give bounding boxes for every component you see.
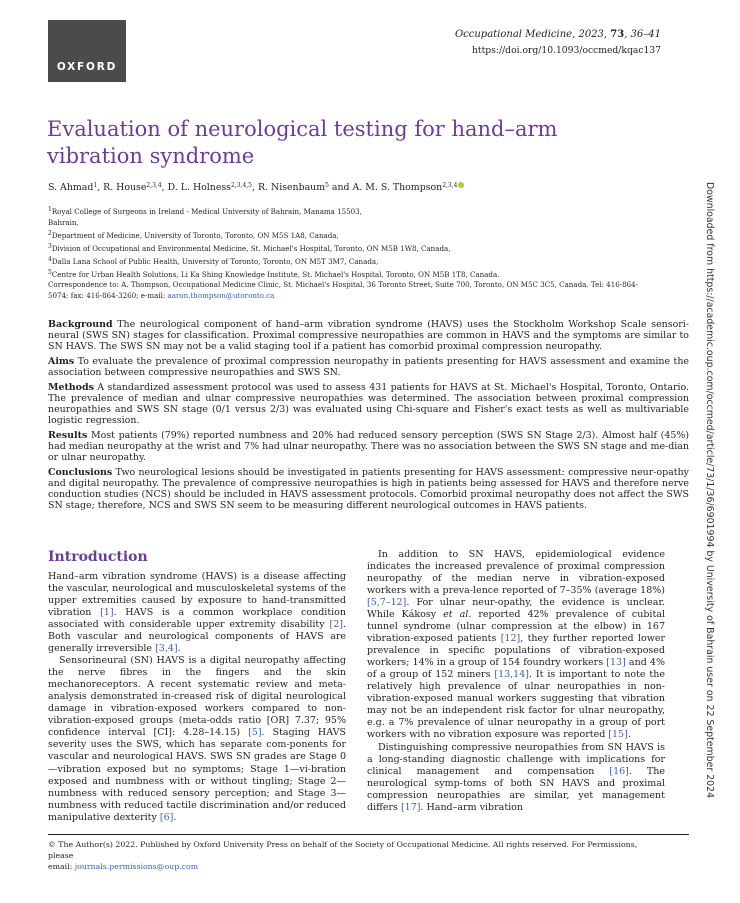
- journal-pages: 36–41: [630, 29, 661, 40]
- citation-link[interactable]: [13]: [606, 657, 626, 669]
- download-note: Downloaded from https://academic.oup.com/occmed/article/73/1/36/6901994 by University of Bahrain user on 22 September 2024: [704, 182, 715, 799]
- body-paragraph: Distinguishing compressive neuropathies from SN HAVS is a long-standing diagnostic challenge with implications for clinical management and compensation [16]. The neurological symp-toms of both SN HAVS and proximal compression neuropathies are similar, yet management differs [17]. Hand–arm vibration: [367, 741, 665, 813]
- author-name: R. Nisenbaum: [257, 182, 326, 193]
- author-affiliation-marker: 2,3,4,5: [231, 182, 252, 189]
- author-affiliation-marker: 1: [93, 182, 98, 189]
- abstract-aims: Aims To evaluate the prevalence of proximal compression neuropathy in patients presenting for HAVS assessment and examine the association between compressive neuropathies and SWS SN.: [48, 355, 689, 378]
- affiliation-line: Bahrain,: [48, 217, 79, 227]
- citation-link[interactable]: [6]: [159, 811, 174, 823]
- affiliation-line: $^5$Centre for Urban Health Solutions, Li Ka Shing Knowledge Institute, St. Michael's Hospital, Toronto, ON M5B 1T8, Canada.: [48, 268, 500, 279]
- journal-name: Occupational Medicine: [454, 29, 573, 40]
- citation-link[interactable]: [17]: [400, 801, 421, 813]
- article-title: Evaluation of neurological testing for hand–arm vibration syndrome: [47, 117, 558, 168]
- citation-link[interactable]: [16]: [609, 765, 629, 777]
- permissions-email-link[interactable]: journals.permissions@oup.com: [74, 862, 199, 871]
- author-affiliation-marker: 2,3,4: [146, 182, 162, 189]
- author-name: A. M. S. Thompson: [352, 182, 443, 193]
- oxford-logo: [48, 20, 126, 82]
- citation-link[interactable]: [12]: [500, 633, 521, 645]
- citation-link[interactable]: [13,14]: [494, 669, 529, 681]
- author-name: D. L. Holness: [167, 182, 231, 193]
- body-paragraph: Hand–arm vibration syndrome (HAVS) is a disease affecting the vascular, neurological and musculoskeletal systems of the upper extremities caused by exposure to hand-transmitted vibration [1]. HAVS is a common workplace condition associated with considerable upper extremity disability [2]. Both vascular and neurological components of HAVS are generally irreversible [3,4].: [48, 571, 347, 655]
- footer-divider: [48, 834, 689, 835]
- citation-link[interactable]: [1]: [100, 607, 114, 619]
- logo-text: OXFORD: [56, 61, 118, 73]
- correspondence-email-link[interactable]: aaron.thompson@utoronto.ca: [167, 291, 275, 301]
- journal-year: 2023: [578, 29, 604, 40]
- author-name: R. House: [103, 182, 147, 193]
- orcid-icon[interactable]: [458, 182, 464, 188]
- copyright-footer: © The Author(s) 2022. Published by Oxford University Press on behalf of the Society of Occupational Medicine. All rights reserved. For Permissions, please email: journals.permissions@oup.com: [48, 840, 638, 871]
- affiliation-line: $^2$Department of Medicine, University of Toronto, Toronto, ON M5S 1A8, Canada,: [48, 229, 339, 240]
- abstract-results: Results Most patients (79%) reported numbness and 20% had reduced sensory perception (SWS SN Stage 2/3). Almost half (45%) had median neuropathy at the wrist and 7% had ulnar neuropathy. There was no association between the SWS SN stage and me-dian or ulnar neuropathy.: [48, 429, 690, 463]
- abstract: [48, 319, 689, 514]
- citation-link[interactable]: [5]: [248, 727, 262, 739]
- citation-link[interactable]: [5,7–12]: [367, 597, 407, 609]
- body-paragraph: In addition to SN HAVS, epidemiological evidence indicates the increased prevalence of proximal compression neuropathy of the median nerve in vibration-exposed workers with a preva-lence reported of 7–35% (average 18%) [5,7–12]. For ulnar neur-opathy, the evidence is unclear. While Kákosy et al. reported 42% prevalence of cubital tunnel syndrome (ulnar compression at the elbow) in 167 vibration-exposed patients [12], they further reported lower prevalence in specific populations of vibration-exposed workers; 14% in a group of 154 foundry workers [13] and 4% of a group of 152 miners [13,14]. It is important to note the relatively high prevalence of ulnar neuropathies in non-vibration-exposed manual workers suggesting that vibration may not be an independent risk factor for ulnar neuropathy, e.g. a 7% prevalence of ulnar neuropathy in a group of port workers with no vibration exposure was reported [15].: [367, 549, 666, 741]
- correspondence-line: Correspondence to: A. Thompson, Occupational Medicine Clinic, St. Michael's Hospital, 36 Toronto Street, Suite 700, Toronto, ON M5C 3C5, Canada. Tel: 416-864-: [48, 280, 639, 290]
- abstract-background: Background The neurological component of hand–arm vibration syndrome (HAVS) uses the Stockholm Workshop Scale sensori-neural (SWS SN) stages for classification. Proximal compressive neuropathies are common in HAVS and the symptoms are similar to SN HAVS. The SWS SN may not be a valid staging tool if a patient has comorbid proximal compression neuropathy.: [48, 319, 689, 353]
- citation-link[interactable]: [2]: [329, 619, 343, 631]
- affiliation-line: $^4$Dalla Lana School of Public Health, University of Toronto, Toronto, ON M5T 3M7, Canada,: [48, 255, 379, 266]
- affiliation-line: $^3$Division of Occupational and Environmental Medicine, St. Michael's Hospital, Toronto, ON M5B 1W8, Canada,: [48, 242, 451, 253]
- author-name: S. Ahmad: [48, 182, 94, 193]
- citation-link[interactable]: [15]: [608, 729, 628, 741]
- journal-volume: 73: [610, 29, 625, 40]
- doi-link[interactable]: https://doi.org/10.1093/occmed/kqac137: [472, 45, 661, 56]
- body-column-left: [48, 549, 346, 824]
- download-watermark: [703, 182, 719, 812]
- author-list: S. Ahmad$^1$, R. House$^{2,3,4}$, D. L. Holness$^{2,3,4,5}$, R. Nisenbaum$^5$ and A. M. S. Thompson$^{2,3,4}$: [48, 182, 464, 193]
- correspondence-line: 5074; fax: 416-864-3260; e-mail: aaron.thompson@utoronto.ca: [48, 291, 275, 301]
- journal-citation: Occupational Medicine, 2023, 73, 36–41: [454, 29, 661, 40]
- affiliations: [48, 205, 648, 302]
- author-affiliation-marker: 5: [325, 182, 329, 189]
- body-paragraph: Sensorineural (SN) HAVS is a digital neuropathy affecting the nerve fibres in the fingers and the skin mechanoreceptors. A recent systematic review and meta-analysis demonstrated in-creased risk of digital neurological damage in vibration-exposed workers compared to non-vibration-exposed groups (meta-odds ratio [OR] 7.37; 95% confidence interval [CI]: 4.28–14.15) [5]. Staging HAVS severity uses the SWS, which has separate com-ponents for vascular and neurological HAVS. SWS SN grades are Stage 0—vibration exposed but no symptoms; Stage 1—vi-bration exposed and numbness with or without tingling; Stage 2—numbness with reduced sensory perception; and Stage 3—numbness with reduced tactile discrimination and/or reduced manipulative dexterity [6].: [48, 655, 346, 823]
- section-heading-introduction: Introduction: [48, 549, 148, 565]
- citation-link[interactable]: [3,4]: [155, 643, 178, 655]
- abstract-methods: Methods A standardized assessment protocol was used to assess 431 patients for HAVS at St. Michael's Hospital, Toronto, Ontario. The prevalence of median and ulnar compressive neuropathies was determined. The association between proximal compression neuropathies and SWS SN stage (0/1 versus 2/3) was evaluated using Chi-square and Fisher's exact tests as well as multivariable logistic regression.: [48, 381, 689, 426]
- author-affiliation-marker: 2,3,4: [442, 182, 458, 189]
- body-column-right: [367, 549, 665, 814]
- affiliation-line: $^1$Royal College of Surgeons in Ireland - Medical University of Bahrain, Manama 15503,: [48, 206, 362, 216]
- abstract-conclusions: Conclusions Two neurological lesions should be investigated in patients presenting for HAVS assessment: compressive neur-opathy and digital neuropathy. The prevalence of compressive neuropathies is high in patients being assessed for HAVS and therefore nerve conduction studies (NCS) should be included in HAVS assessment protocols. Comorbid proximal neuropathy does not affect the SWS SN stage; therefore, NCS and SWS SN seem to be measuring different neurological outcomes in HAVS patients.: [48, 466, 690, 511]
